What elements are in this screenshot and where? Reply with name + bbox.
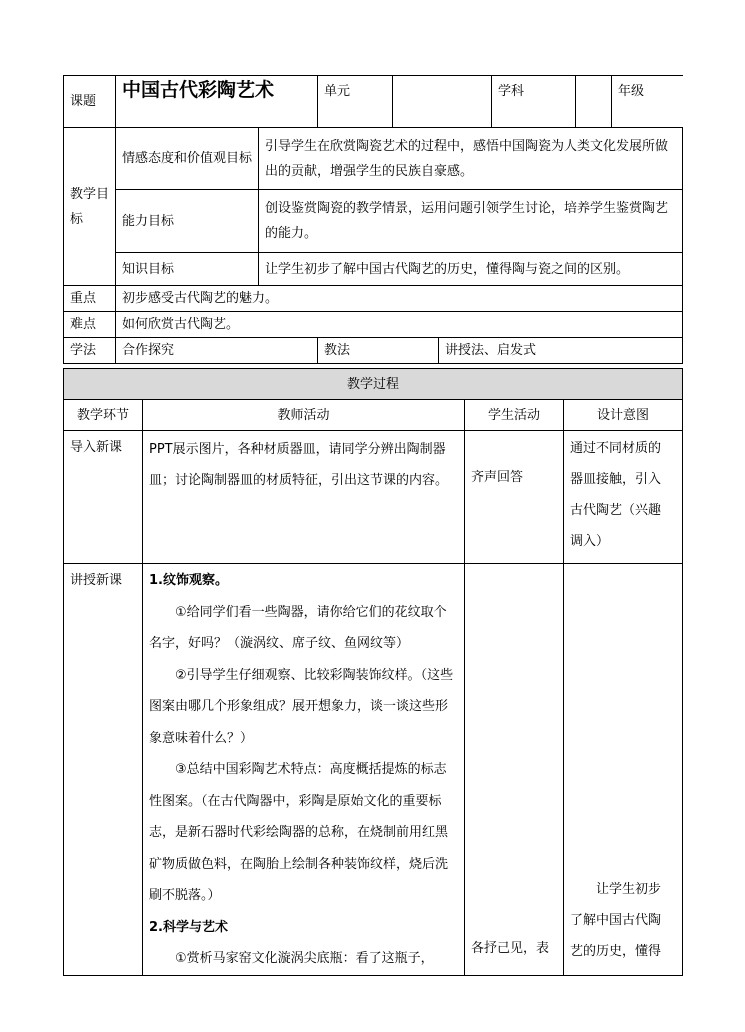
intro-teacher: PPT展示图片，各种材质器皿，请同学分辨出陶制器皿；讨论陶制器皿的材质特征，引出这节课的内容。 bbox=[143, 431, 465, 564]
teach-method-label: 教法 bbox=[318, 338, 439, 364]
unit-label: 单元 bbox=[318, 76, 393, 128]
lecture-paragraph: ①给同学们看一些陶器，请你给它们的花纹取个名字，好吗？（漩涡纹、席子纹、鱼网纹等） bbox=[149, 604, 447, 651]
goal-text-ability: 创设鉴赏陶瓷的教学情景，运用问题引领学生讨论，培养学生鉴赏陶艺的能力。 bbox=[259, 190, 683, 253]
lecture-teacher bbox=[143, 564, 465, 976]
goal-name-attitude: 情感态度和价值观目标 bbox=[116, 128, 259, 190]
intro-design-line: 古代陶艺（兴趣 bbox=[570, 503, 662, 518]
difficulty-text: 如何欣赏古代陶艺。 bbox=[116, 312, 683, 338]
lecture-design-line: 让学生初步 bbox=[596, 882, 662, 897]
grade-label: 年级 bbox=[612, 76, 683, 128]
lecture-design-line: 艺的历史，懂得 bbox=[570, 944, 662, 959]
intro-design bbox=[564, 431, 683, 564]
learn-method-value: 合作探究 bbox=[116, 338, 318, 364]
col-design: 设计意图 bbox=[564, 400, 683, 431]
learn-method-label: 学法 bbox=[64, 338, 116, 364]
col-teacher: 教师活动 bbox=[143, 400, 465, 431]
teach-method-value: 讲授法、启发式 bbox=[439, 338, 683, 364]
col-student: 学生活动 bbox=[465, 400, 564, 431]
lecture-paragraph: ②引导学生仔细观察、比较彩陶装饰纹样。（这些图案由哪几个形象组成？展开想象力，谈一谈这些形象意味着什么？） bbox=[149, 667, 454, 746]
intro-student: 齐声回答 bbox=[465, 431, 564, 564]
unit-value bbox=[393, 76, 492, 128]
lecture-heading-2: 2.科学与艺术 bbox=[149, 919, 228, 935]
key-point-label: 重点 bbox=[64, 286, 116, 312]
lecture-design-line: 了解中国古代陶 bbox=[570, 913, 662, 928]
teaching-process-table bbox=[63, 368, 683, 976]
lecture-stage: 讲授新课 bbox=[64, 564, 143, 976]
goal-name-knowledge: 知识目标 bbox=[116, 253, 259, 286]
process-title: 教学过程 bbox=[64, 369, 683, 400]
topic-label: 课题 bbox=[64, 76, 116, 128]
lesson-info-table bbox=[63, 75, 683, 364]
intro-stage: 导入新课 bbox=[64, 431, 143, 564]
intro-design-line: 器皿接触，引入 bbox=[570, 472, 662, 487]
goal-name-ability: 能力目标 bbox=[116, 190, 259, 253]
subject-value bbox=[576, 76, 612, 128]
goals-label: 教学目标 bbox=[64, 128, 116, 286]
key-point-text: 初步感受古代陶艺的魅力。 bbox=[116, 286, 683, 312]
lecture-heading-1: 1.纹饰观察。 bbox=[149, 573, 228, 588]
lecture-design bbox=[564, 564, 683, 976]
lecture-paragraph: ③总结中国彩陶艺术特点：高度概括提炼的标志性图案。（在古代陶器中，彩陶是原始文化的重要标志，是新石器时代彩绘陶器的总称，在烧制前用红黑矿物质做色料，在陶胎上绘制各种装饰纹样，烧后洗刷不脱落。） bbox=[149, 762, 449, 903]
subject-label: 学科 bbox=[492, 76, 576, 128]
goal-text-attitude: 引导学生在欣赏陶瓷艺术的过程中，感悟中国陶瓷为人类文化发展所做出的贡献，增强学生的民族自豪感。 bbox=[259, 128, 683, 190]
lecture-student: 各抒己见，表 bbox=[465, 564, 564, 976]
goal-text-knowledge: 让学生初步了解中国古代陶艺的历史，懂得陶与瓷之间的区别。 bbox=[259, 253, 683, 286]
intro-design-line: 通过不同材质的 bbox=[570, 441, 662, 456]
difficulty-label: 难点 bbox=[64, 312, 116, 338]
lesson-title: 中国古代彩陶艺术 bbox=[116, 76, 318, 128]
intro-design-line: 调入） bbox=[570, 534, 610, 549]
lecture-paragraph: ①赏析马家窑文化漩涡尖底瓶：看了这瓶子， bbox=[175, 951, 434, 966]
col-stage: 教学环节 bbox=[64, 400, 143, 431]
